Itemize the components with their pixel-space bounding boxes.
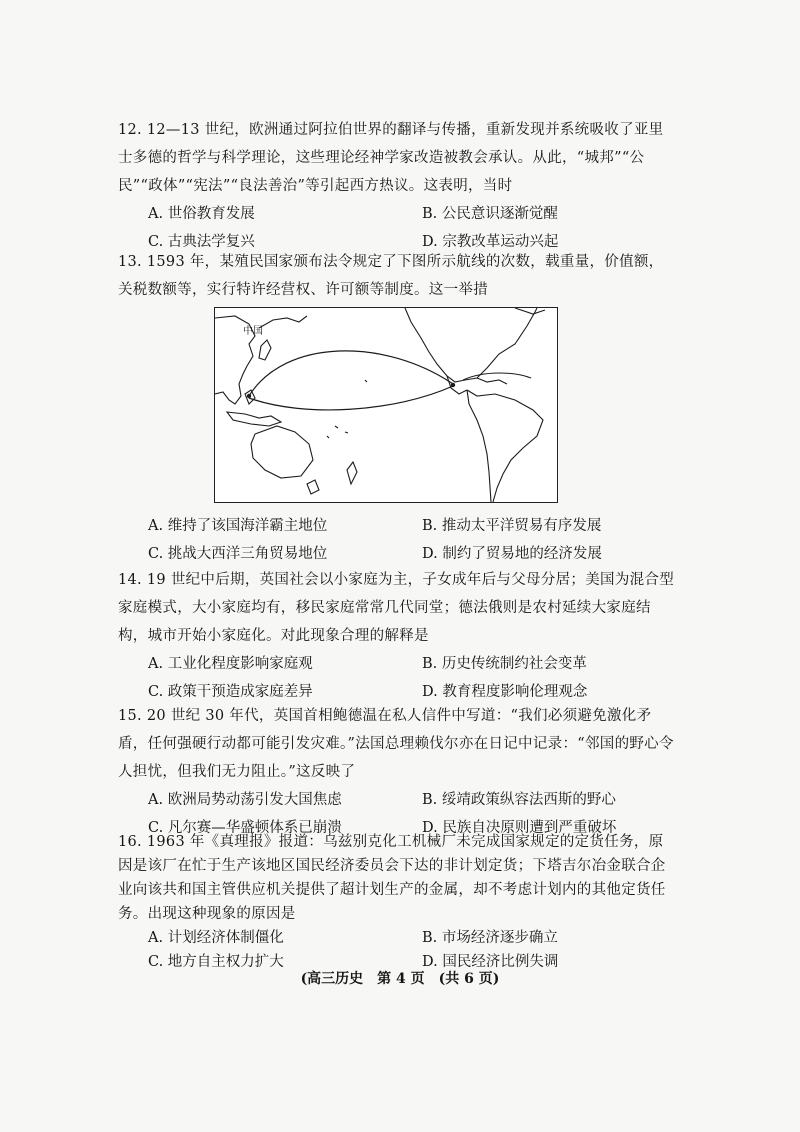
greenland	[515, 308, 545, 314]
option-d: D. 教育程度影响伦理观念	[422, 684, 588, 700]
question-15	[118, 702, 678, 842]
question-13-options	[118, 512, 678, 568]
indonesia	[227, 412, 281, 426]
option-a: A. 计划经济体制僵化	[148, 930, 284, 946]
question-stem: 15. 20 世纪 30 年代，英国首相鲍德温在私人信件中写道：“我们必须避免激化矛盾，任何强硬行动都可能引发灾难。”法国总理赖伐尔亦在日记中记录：“邻国的野心令人担忧，但我们无力阻止。”这反映了	[118, 708, 674, 780]
world-map-svg	[215, 308, 557, 502]
option-c: C. 古典法学复兴	[148, 234, 255, 250]
question-stem: 12. 12—13 世纪，欧洲通过阿拉伯世界的翻译与传播，重新发现并系统吸收了亚里士多德的哲学与科学理论，这些理论经神学家改造被教会承认。从此，“城邦”“公民”“政体”“宪法”“良法善治”等引起西方热议。这表明，当时	[118, 122, 664, 194]
option-a: A. 维持了该国海洋霸主地位	[148, 518, 328, 534]
port-acapulco	[451, 383, 455, 387]
south-america-west	[467, 390, 491, 502]
tasmania	[307, 480, 319, 494]
page-footer: (高三历史 第 4 页 (共 6 页)	[300, 971, 500, 987]
question-stem: 16. 1963 年《真理报》报道：乌兹别克化工机械厂未完成国家规定的定货任务，原因是该厂在忙于生产该地区国民经济委员会下达的非计划定货；下塔吉尔冶金联合企业向该共和国主管供应机关提供了超计划生产的金属，却不考虑计划内的其他定货任务。出现这种现象的原因是	[118, 834, 666, 922]
north-america-coast	[405, 308, 537, 382]
question-14	[118, 566, 678, 706]
trade-route-map	[214, 307, 558, 503]
option-d: D. 宗教改革运动兴起	[422, 234, 559, 250]
map-label-china: 中国	[243, 326, 263, 337]
options-row	[118, 650, 678, 678]
option-c: C. 地方自主权力扩大	[148, 954, 284, 970]
route-westbound	[249, 386, 453, 410]
route-eastbound	[249, 351, 453, 396]
option-c: C. 凡尔赛—华盛顿体系已崩溃	[148, 820, 342, 836]
south-america-east	[467, 390, 543, 502]
option-a: A. 欧洲局势动荡引发大国焦虑	[148, 792, 342, 808]
option-d: D. 国民经济比例失调	[422, 954, 559, 970]
question-16	[118, 830, 678, 974]
new-zealand	[347, 462, 357, 484]
option-a: A. 工业化程度影响家庭观	[148, 656, 313, 672]
options-row	[118, 540, 678, 568]
options-row	[118, 786, 678, 814]
option-d: D. 民族自决原则遭到严重破坏	[422, 820, 617, 836]
australia	[251, 426, 313, 478]
options-row	[118, 200, 678, 228]
port-manila	[247, 394, 251, 398]
asia-north-coast	[259, 316, 307, 328]
caribbean	[477, 378, 507, 384]
question-13	[118, 248, 678, 304]
option-b: B. 历史传统制约社会变革	[422, 656, 587, 672]
option-b: B. 推动太平洋贸易有序发展	[422, 518, 602, 534]
option-b: B. 市场经济逐步确立	[422, 930, 558, 946]
question-stem: 14. 19 世纪中后期，英国社会以小家庭为主，子女成年后与父母分居；美国为混合型家庭模式，大小家庭均有，移民家庭常常几代同堂；德法俄则是农村延续大家庭结构，城市开始小家庭化。对此现象合理的解释是	[118, 572, 675, 644]
option-c: C. 挑战大西洋三角贸易地位	[148, 546, 328, 562]
question-stem: 13. 1593 年，某殖民国家颁布法令规定了下图所示航线的次数，载重量，价值额，关税数额等，实行特许经营权、许可额等制度。这一举措	[118, 254, 664, 298]
option-b: B. 绥靖政策纵容法西斯的野心	[422, 792, 616, 808]
option-a: A. 世俗教育发展	[148, 206, 255, 222]
option-b: B. 公民意识逐渐觉醒	[422, 206, 558, 222]
japan-islands	[259, 340, 271, 360]
option-c: C. 政策干预造成家庭差异	[148, 684, 313, 700]
question-12	[118, 116, 678, 256]
options-row	[118, 926, 678, 950]
options-row	[118, 512, 678, 540]
option-d: D. 制约了贸易地的经济发展	[422, 546, 602, 562]
